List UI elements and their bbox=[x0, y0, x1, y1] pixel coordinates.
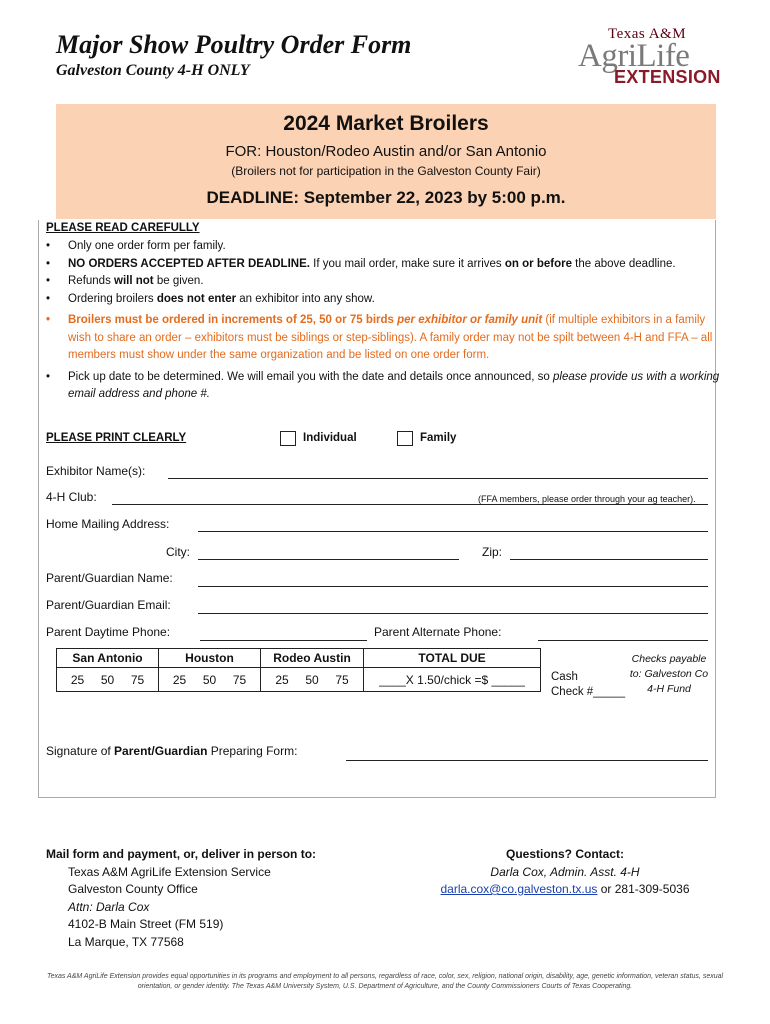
mail-heading: Mail form and payment, or, deliver in person to: bbox=[46, 847, 317, 861]
list-item: • Ordering broilers does not enter an exhibitor into any show. bbox=[46, 292, 375, 305]
header-houston: Houston bbox=[159, 649, 261, 668]
qty-50[interactable]: 50 bbox=[305, 672, 319, 687]
list-item: • Only one order form per family. bbox=[46, 240, 226, 252]
zip-field[interactable] bbox=[510, 559, 708, 560]
city-field[interactable] bbox=[198, 559, 459, 560]
contact-email-link[interactable]: darla.cox@co.galveston.tx.us bbox=[440, 882, 598, 896]
list-item: • Pick up date to be determined. We will email you with the date and details once announced, so please provide us with a working email address and phone #. bbox=[46, 370, 720, 400]
alt-phone-field[interactable] bbox=[538, 640, 708, 641]
mail-line: Texas A&M AgriLife Extension Service bbox=[68, 864, 271, 879]
footer-disclaimer: Texas A&M AgriLife Extension provides equal opportunities in its programs and employment to all persons, regardless of race, color, sex, religion, national origin, disability, age, genetic information, veteran status, sexual orientation, or gender identity. The Texas A&M University System, U.S. Department of Agriculture, and the County Commissioners Courts of Texas Cooperating. bbox=[46, 973, 724, 990]
exhibitor-field[interactable] bbox=[168, 478, 708, 479]
page-subtitle: Galveston County 4-H ONLY bbox=[56, 62, 250, 79]
table-header-row bbox=[57, 649, 541, 668]
header-total-due: TOTAL DUE bbox=[364, 649, 541, 668]
qty-25[interactable]: 25 bbox=[70, 672, 85, 687]
qty-50[interactable]: 50 bbox=[202, 672, 217, 687]
parent-email-label: Parent/Guardian Email: bbox=[46, 598, 171, 612]
header-rodeo-austin: Rodeo Austin bbox=[261, 649, 364, 668]
zip-label: Zip: bbox=[482, 545, 503, 559]
club-field[interactable] bbox=[112, 504, 708, 505]
banner-for: FOR: Houston/Rodeo Austin and/or San Antonio bbox=[225, 143, 547, 160]
total-due-cell[interactable]: ____X 1.50/chick =$ _____ bbox=[364, 668, 541, 692]
city-label: City: bbox=[166, 545, 190, 559]
qty-25[interactable]: 25 bbox=[172, 672, 187, 687]
page-title: Major Show Poultry Order Form bbox=[56, 30, 412, 59]
contact-section bbox=[420, 846, 710, 899]
address-label: Home Mailing Address: bbox=[46, 517, 170, 531]
parent-email-field[interactable] bbox=[198, 613, 708, 614]
qty-25[interactable]: 25 bbox=[275, 672, 289, 687]
checks-payable-note: Checks payable to: Galveston Co 4-H Fund bbox=[629, 653, 709, 695]
club-label: 4-H Club: bbox=[46, 490, 97, 504]
address-field[interactable] bbox=[198, 531, 708, 532]
parent-name-label: Parent/Guardian Name: bbox=[46, 571, 173, 585]
agrilife-logo bbox=[578, 26, 728, 88]
family-checkbox[interactable] bbox=[397, 431, 413, 446]
family-label: Family bbox=[420, 432, 457, 444]
logo-agrilife: AgriLife bbox=[578, 38, 690, 74]
check-label[interactable]: Check #_____ bbox=[551, 686, 626, 698]
list-item: • Broilers must be ordered in increments of 25, 50 or 75 birds per exhibitor or family unit (if multiple exhibitors in a family wish to share an order – exhibitors must be siblings or step-siblings). A family order may not be spilt between 4-H and FFA – all members must show under the same organization and be listed on one order form. bbox=[46, 314, 713, 361]
banner-title: 2024 Market Broilers bbox=[283, 112, 489, 135]
mail-line: Attn: Darla Cox bbox=[68, 899, 150, 914]
exhibitor-label: Exhibitor Name(s): bbox=[46, 464, 146, 478]
instructions-list bbox=[46, 238, 722, 404]
payment-method bbox=[551, 670, 625, 700]
parent-name-field[interactable] bbox=[198, 586, 708, 587]
individual-label: Individual bbox=[303, 432, 357, 444]
cash-label[interactable]: Cash bbox=[551, 671, 578, 683]
header-san-antonio: San Antonio bbox=[57, 649, 159, 668]
ffa-note: (FFA members, please order through your ag teacher). bbox=[478, 494, 696, 504]
day-phone-label: Parent Daytime Phone: bbox=[46, 625, 171, 639]
signature-field[interactable] bbox=[346, 760, 708, 761]
instructions-heading: PLEASE READ CAREFULLY bbox=[46, 222, 200, 234]
san-antonio-quantities[interactable] bbox=[57, 668, 159, 692]
table-row bbox=[57, 668, 541, 692]
logo-texas-am: Texas A&M bbox=[608, 26, 687, 42]
banner-deadline: DEADLINE: September 22, 2023 by 5:00 p.m. bbox=[206, 188, 566, 207]
individual-checkbox[interactable] bbox=[280, 431, 296, 446]
list-item: • NO ORDERS ACCEPTED AFTER DEADLINE. If you mail order, make sure it arrives on or before the above deadline. bbox=[46, 257, 676, 270]
qty-50[interactable]: 50 bbox=[100, 672, 115, 687]
day-phone-field[interactable] bbox=[200, 640, 367, 641]
list-item: • Refunds will not be given. bbox=[46, 275, 204, 287]
rodeo-austin-quantities[interactable] bbox=[261, 668, 364, 692]
qty-75[interactable]: 75 bbox=[335, 672, 349, 687]
alt-phone-label: Parent Alternate Phone: bbox=[374, 625, 502, 639]
contact-phone: or 281-309-5036 bbox=[597, 882, 690, 896]
signature-label: Signature of Parent/Guardian Preparing Form: bbox=[46, 744, 298, 758]
logo-extension: EXTENSION bbox=[614, 67, 721, 87]
info-banner bbox=[56, 104, 716, 219]
print-clearly-heading: PLEASE PRINT CLEARLY bbox=[46, 432, 187, 444]
mail-line: La Marque, TX 77568 bbox=[68, 934, 184, 949]
qty-75[interactable]: 75 bbox=[232, 672, 247, 687]
banner-note: (Broilers not for participation in the Galveston County Fair) bbox=[231, 164, 541, 178]
mail-line: Galveston County Office bbox=[68, 882, 198, 896]
order-table bbox=[56, 648, 541, 692]
mail-section bbox=[46, 846, 316, 951]
contact-heading: Questions? Contact: bbox=[505, 847, 624, 861]
contact-name: Darla Cox, Admin. Asst. 4-H bbox=[490, 864, 640, 879]
houston-quantities[interactable] bbox=[159, 668, 261, 692]
qty-75[interactable]: 75 bbox=[130, 672, 145, 687]
contact-details bbox=[420, 881, 710, 899]
mail-line: 4102-B Main Street (FM 519) bbox=[68, 917, 224, 931]
